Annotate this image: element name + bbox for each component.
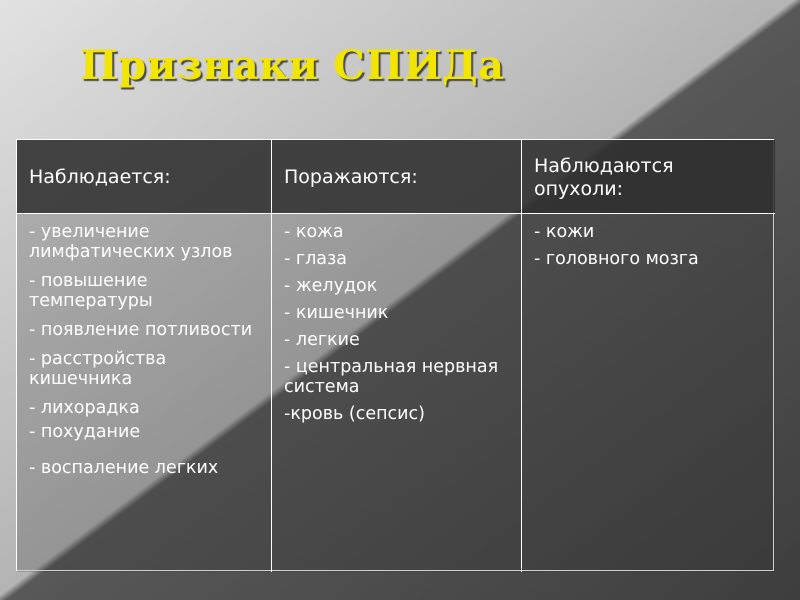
slide-title: Признаки СПИДа (80, 42, 505, 89)
list-item: - кишечник (284, 303, 389, 323)
list-item: - увеличение лимфатических узлов (29, 222, 233, 262)
table-cell-observed (17, 214, 272, 572)
list-item: - появление потливости (29, 320, 253, 340)
symptoms-table (16, 139, 774, 571)
list-item: - расстройства кишечника (29, 349, 167, 389)
table-header-observed (17, 140, 272, 214)
list-item: - повышение температуры (29, 271, 153, 311)
table-cell-affected (272, 214, 522, 572)
header-label: Наблюдаются опухоли: (534, 154, 674, 200)
list-item: - воспаление легких (29, 458, 219, 478)
table-header-tumors (522, 140, 775, 214)
table-cell-tumors (522, 214, 775, 572)
list-item: - лихорадка (29, 398, 140, 418)
list-item: - головного мозга (534, 249, 699, 269)
list-item: -кровь (сепсис) (284, 404, 425, 424)
list-item: - центральная нервная система (284, 357, 499, 397)
list-item: - глаза (284, 249, 348, 269)
list-item: - легкие (284, 330, 360, 350)
list-item: - похудание (29, 422, 141, 442)
table-header-affected (272, 140, 522, 214)
header-label: Поражаются: (284, 166, 418, 188)
list-item: - кожа (284, 222, 344, 242)
list-item: - желудок (284, 276, 378, 296)
list-item: - кожи (534, 222, 595, 242)
header-label: Наблюдается: (29, 166, 171, 188)
